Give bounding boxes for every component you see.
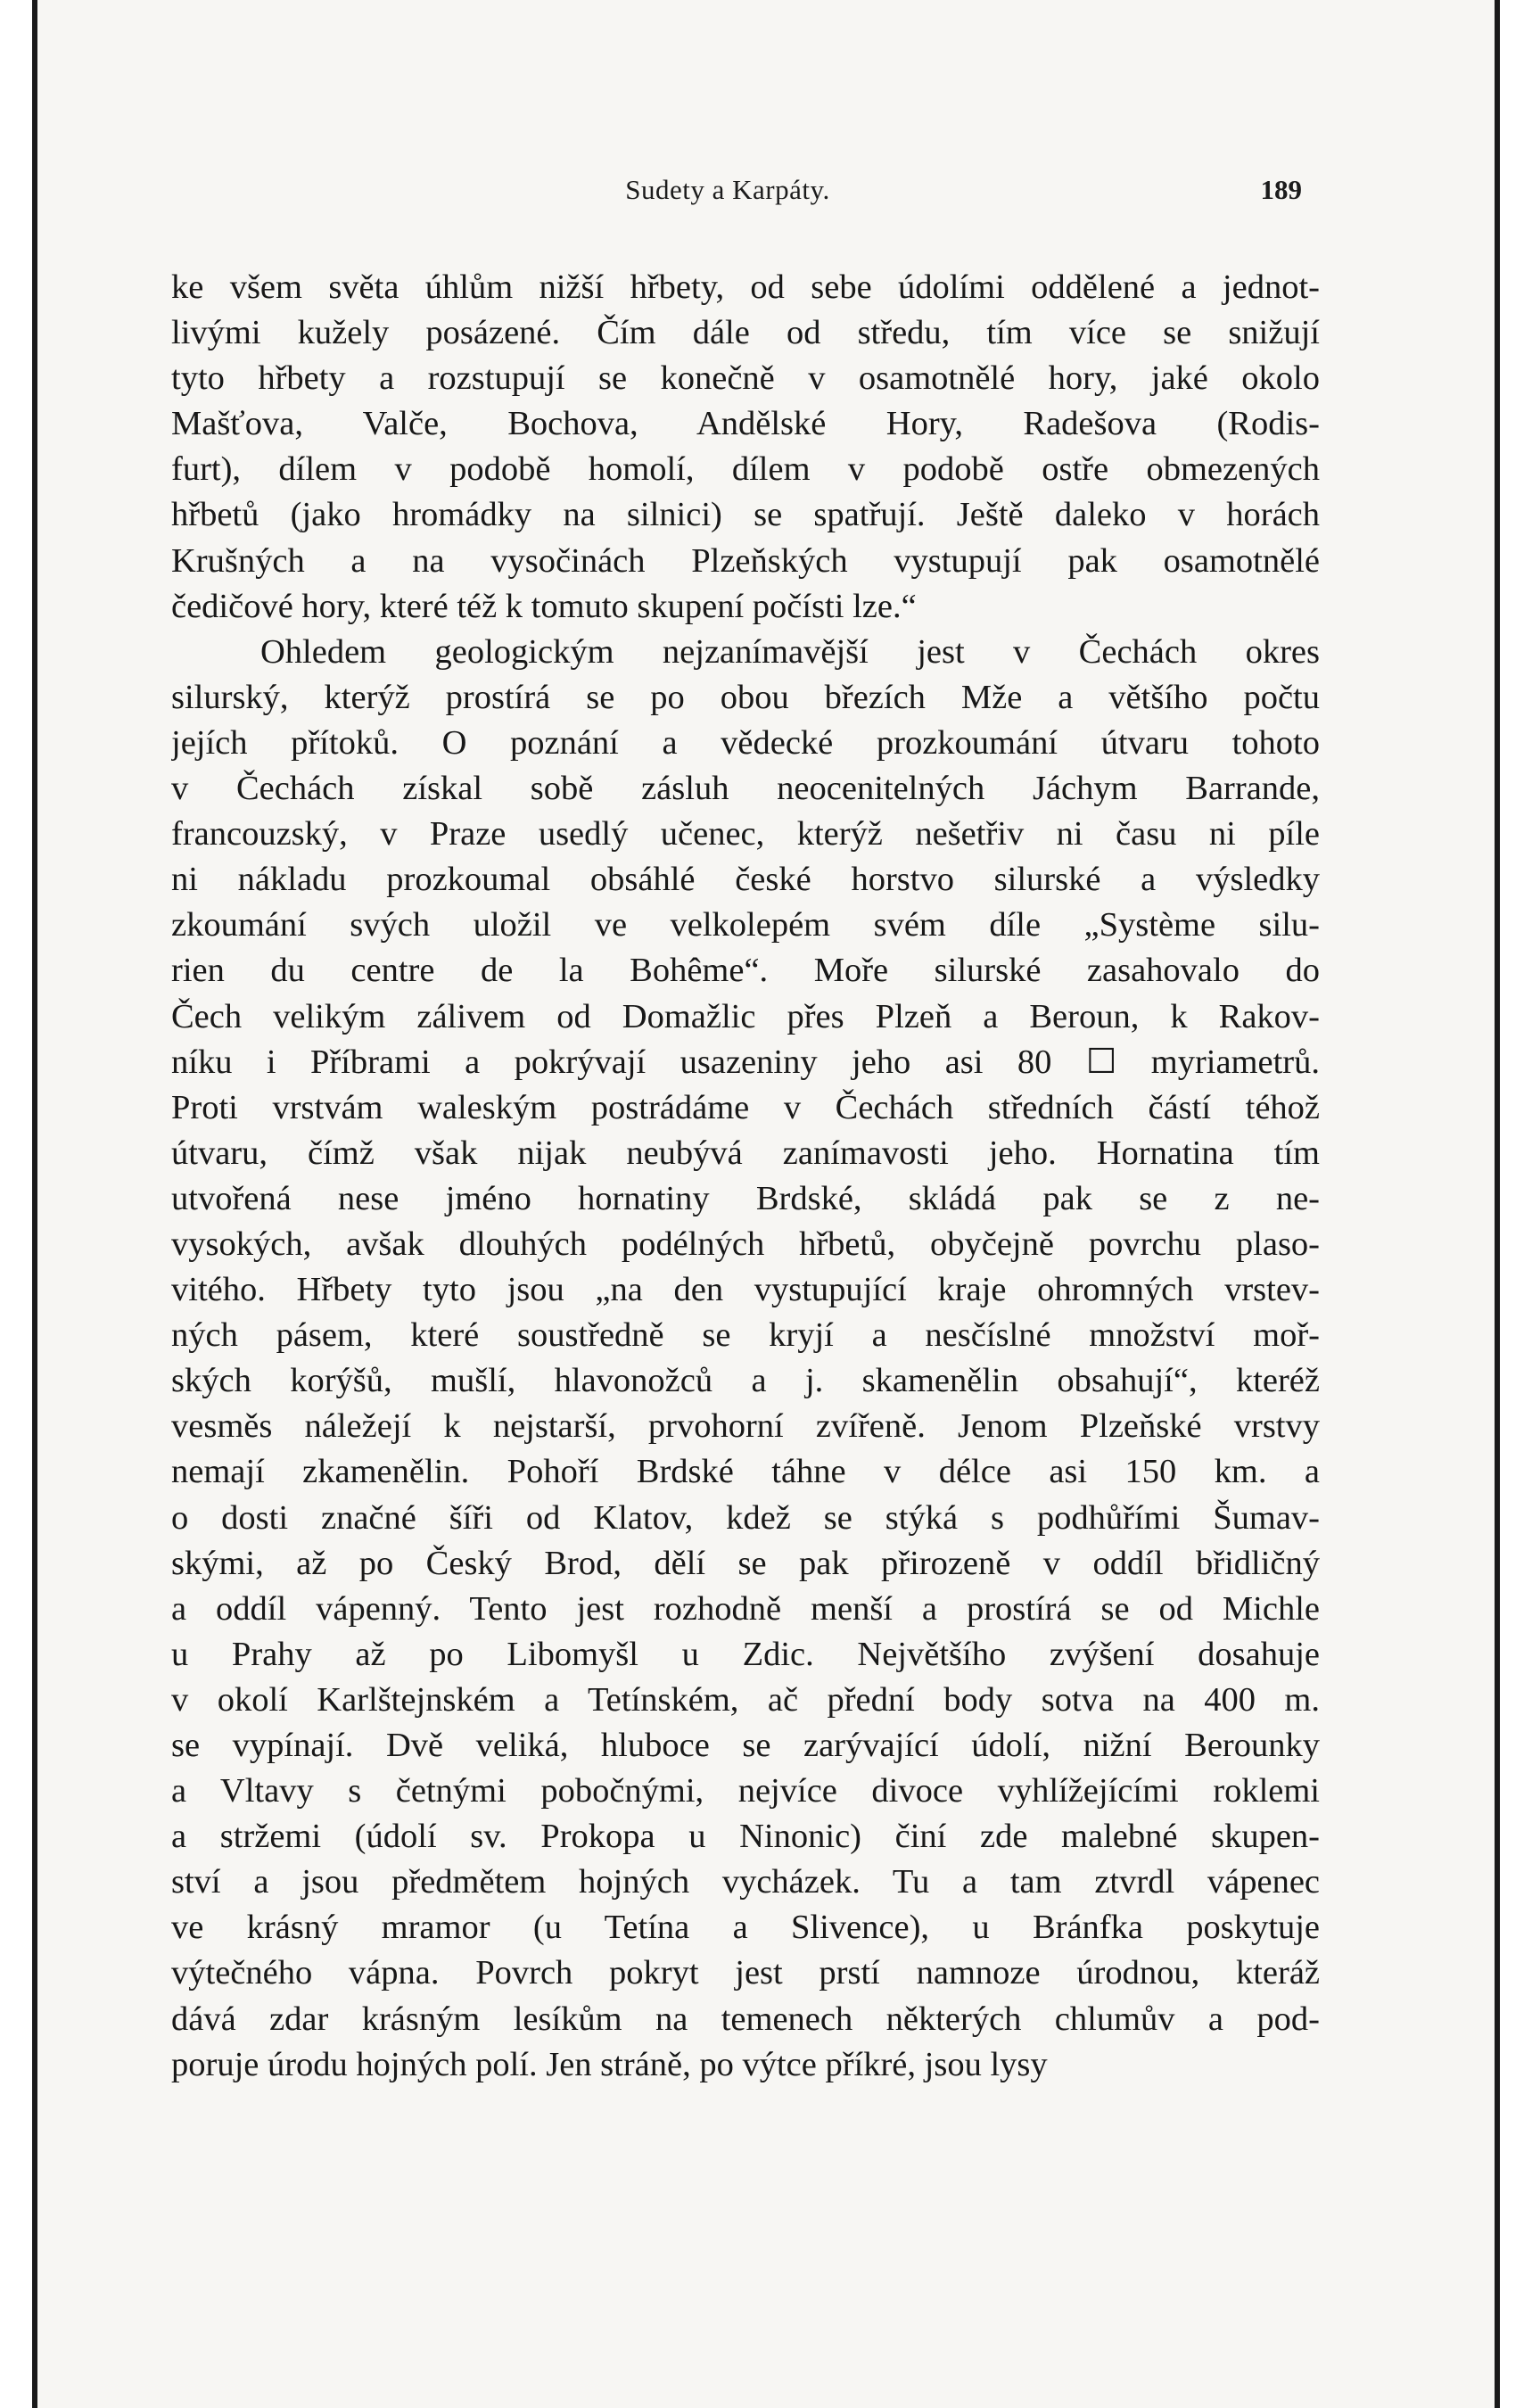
text-line: hřbetů (jako hromádky na silnici) se spatřují. Ještě daleko v horách xyxy=(171,496,1320,534)
text-line: nemají zkamenělin. Pohoří Brdské táhne v délce asi 150 km. a xyxy=(171,1453,1320,1491)
text-line: útvaru, čímž však nijak neubývá zanímavosti jeho. Hornatina tím xyxy=(171,1134,1320,1172)
text-line: zkoumání svých uložil ve velkolepém svém díle „Système silu- xyxy=(171,906,1320,944)
text-line: Čech velikým zálivem od Domažlic přes Plzeň a Beroun, k Rakov- xyxy=(171,997,1320,1035)
text-line: dává zdar krásným lesíkům na temenech některých chlumův a pod- xyxy=(171,2000,1320,2038)
text-line: o dosti značné šíři od Klatov, kdež se stýká s podhůřími Šumav- xyxy=(171,1498,1320,1537)
text-line: v okolí Karlštejnském a Tetínském, ač přední body sotva na 400 m. xyxy=(171,1680,1320,1719)
text-line: silurský, kterýž prostírá se po obou březích Mže a většího počtu xyxy=(171,678,1320,716)
text-line: jejích přítoků. O poznání a vědecké prozkoumání útvaru tohoto xyxy=(171,723,1320,762)
text-line: ni nákladu prozkoumal obsáhlé české horstvo silurské a výsledky xyxy=(171,861,1320,899)
running-title: Sudety a Karpáty. xyxy=(625,174,830,205)
text-line: Proti vrstvám waleským postrádáme v Čechách středních částí téhož xyxy=(171,1088,1320,1126)
text-line: výtečného vápna. Povrch pokryt jest prstí namnoze úrodnou, kteráž xyxy=(171,1954,1320,1992)
text-line: livými kužely posázené. Čím dále od středu, tím více se snižují xyxy=(171,314,1320,352)
text-line: poruje úrodu hojných polí. Jen stráně, po výtce příkré, jsou lysy xyxy=(171,2045,1048,2083)
text-line: se vypínají. Dvě veliká, hluboce se zarývající údolí, nižní Berounky xyxy=(171,1727,1320,1764)
text-line: Krušných a na vysočinách Plzeňských vystupují pak osamotnělé xyxy=(171,541,1320,580)
text-line: ve krásný mramor (u Tetína a Slivence), u Bránfka poskytuje xyxy=(171,1909,1320,1947)
text-line: Mašťova, Valče, Bochova, Andělské Hory, Radešova (Rodis- xyxy=(171,405,1320,443)
text-line: vitého. Hřbety tyto jsou „na den vystupující kraje ohromných vrstev- xyxy=(171,1271,1320,1309)
text-line: a oddíl vápenný. Tento jest rozhodně menší a prostírá se od Michle xyxy=(171,1589,1320,1628)
page-number: 189 xyxy=(1260,174,1302,205)
text-line: utvořená nese jméno hornatiny Brdské, skládá pak se z ne- xyxy=(171,1179,1320,1217)
page-header xyxy=(153,174,1302,210)
text-line: čedičové hory, které též k tomuto skupení počísti lze.“ xyxy=(171,587,917,625)
text-line: francouzský, v Praze usedlý učenec, kterýž nešetřiv ni času ni píle xyxy=(171,815,1320,854)
book-page xyxy=(32,0,1500,2408)
text-line: a stržemi (údolí sv. Prokopa u Ninonic) činí zde malebné skupen- xyxy=(171,1818,1320,1856)
text-line: furt), dílem v podobě homolí, dílem v podobě ostře obmezených xyxy=(171,450,1320,489)
text-line: u Prahy až po Libomyšl u Zdic. Největšího zvýšení dosahuje xyxy=(171,1635,1320,1673)
text-line: Ohledem geologickým nejzanímavější jest v Čechách okres xyxy=(260,632,1320,671)
text-line: ných pásem, které soustředně se kryjí a nesčíslné množství moř- xyxy=(171,1316,1320,1355)
text-line: rien du centre de la Bohême“. Moře silurské zasahovalo do xyxy=(171,952,1320,990)
text-line: ství a jsou předmětem hojných vycházek. Tu a tam ztvrdl vápenec xyxy=(171,1863,1320,1901)
text-line: skými, až po Český Brod, dělí se pak přirozeně v oddíl břidličný xyxy=(171,1544,1320,1582)
text-line: v Čechách získal sobě zásluh neocenitelných Jáchym Barrande, xyxy=(171,770,1320,808)
text-line: níku i Příbrami a pokrývají usazeniny jeho asi 80 ☐ myriametrů. xyxy=(171,1043,1320,1081)
text-line: ských korýšů, mušlí, hlavonožců a j. skamenělin obsahují“, kteréž xyxy=(171,1362,1320,1400)
text-line: tyto hřbety a rozstupují se konečně v osamotnělé hory, jaké okolo xyxy=(171,359,1320,398)
text-line: vesměs náležejí k nejstarší, prvohorní zvířeně. Jenom Plzeňské vrstvy xyxy=(171,1407,1320,1446)
text-line: vysokých, avšak dlouhých podélných hřbetů, obyčejně povrchu plaso- xyxy=(171,1225,1320,1263)
body-text xyxy=(171,265,1320,2088)
text-line: a Vltavy s četnými pobočnými, nejvíce divoce vyhlížejícími roklemi xyxy=(171,1772,1320,1810)
text-line: ke všem světa úhlům nižší hřbety, od sebe údolími oddělené a jednot- xyxy=(171,268,1320,306)
